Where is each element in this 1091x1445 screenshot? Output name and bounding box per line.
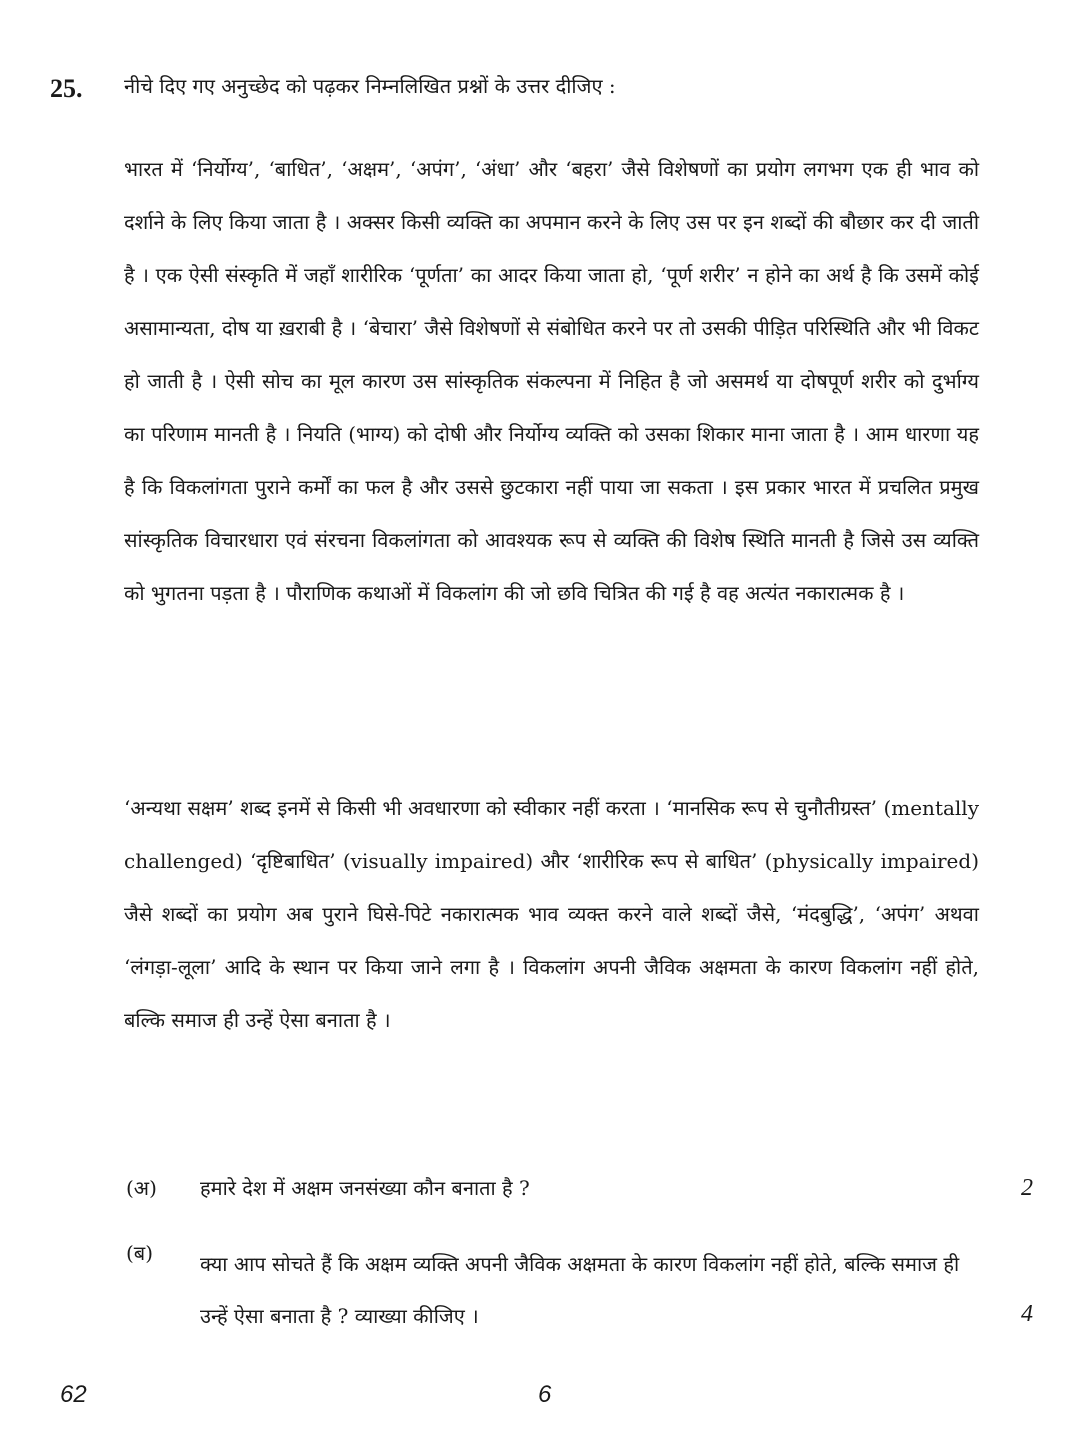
subquestion-a-text: हमारे देश में अक्षम जनसंख्या कौन बनाता है ? <box>200 1176 530 1200</box>
footer-page-number: 6 <box>538 1381 552 1408</box>
question-number: 25. <box>50 74 83 103</box>
subquestion-a-marks: 2 <box>1021 1175 1033 1201</box>
subquestion-b-label: (ब) <box>126 1241 154 1265</box>
passage-paragraph-1 <box>124 143 979 620</box>
passage-paragraph-2-text: ‘अन्यथा सक्षम’ शब्द इनमें से किसी भी अवधारणा को स्वीकार नहीं करता । ‘मानसिक रूप से चुनौतीग्रस्त’ (mentally challenged) ‘दृष्टिबाधित’ (visually impaired) और ‘शारीरिक रूप से बाधित’ (physically impaired) जैसे शब्दों का प्रयोग अब पुराने घिसे-पिटे नकारात्मक भाव व्यक्त करने वाले शब्दों जैसे, ‘मंदबुद्धि’, ‘अपंग’ अथवा ‘लंगड़ा-लूला’ आदि के स्थान पर किया जाने लगा है । विकलांग अपनी जैविक अक्षमता के कारण विकलांग नहीं होते, बल्कि समाज ही उन्हें ऐसा बनाता है । <box>124 796 979 1032</box>
subquestion-b-text: क्या आप सोचते हैं कि अक्षम व्यक्ति अपनी जैविक अक्षमता के कारण विकलांग नहीं होते, बल्कि समाज ही उन्हें ऐसा बनाता है ? व्याख्या कीजिए । <box>200 1252 960 1328</box>
passage-paragraph-2 <box>124 782 979 1047</box>
subquestion-b-marks: 4 <box>1021 1301 1033 1327</box>
question-instruction: नीचे दिए गए अनुच्छेद को पढ़कर निम्नलिखित प्रश्नों के उत्तर दीजिए : <box>124 74 616 98</box>
subquestion-a-label: (अ) <box>126 1176 157 1200</box>
passage-paragraph-1-text: भारत में ‘निर्योग्य’, ‘बाधित’, ‘अक्षम’, ‘अपंग’, ‘अंधा’ और ‘बहरा’ जैसे विशेषणों का प्रयोग लगभग एक ही भाव को दर्शाने के लिए किया जाता है । अक्सर किसी व्यक्ति का अपमान करने के लिए उस पर इन शब्दों की बौछार कर दी जाती है । एक ऐसी संस्कृति में जहाँ शारीरिक ‘पूर्णता’ का आदर किया जाता हो, ‘पूर्ण शरीर’ न होने का अर्थ है कि उसमें कोई असामान्यता, दोष या ख़राबी है । ‘बेचारा’ जैसे विशेषणों से संबोधित करने पर तो उसकी पीड़ित परिस्थिति और भी विकट हो जाती है । ऐसी सोच का मूल कारण उस सांस्कृतिक संकल्पना में निहित है जो असमर्थ या दोषपूर्ण शरीर को दुर्भाग्य का परिणाम मानती है । नियति (भाग्य) को दोषी और निर्योग्य व्यक्ति को उसका शिकार माना जाता है । आम धारणा यह है कि विकलांगता पुराने कर्मों का फल है और उससे छुटकारा नहीं पाया जा सकता । इस प्रकार भारत में प्रचलित प्रमुख सांस्कृतिक विचारधारा एवं संरचना विकलांगता को आवश्यक रूप से व्यक्ति की विशेष स्थिति मानती है जिसे उस व्यक्ति को भुगतना पड़ता है । पौराणिक कथाओं में विकलांग की जो छवि चित्रित की गई है वह अत्यंत नकारात्मक है । <box>124 157 979 605</box>
footer-paper-code: 62 <box>60 1381 87 1408</box>
